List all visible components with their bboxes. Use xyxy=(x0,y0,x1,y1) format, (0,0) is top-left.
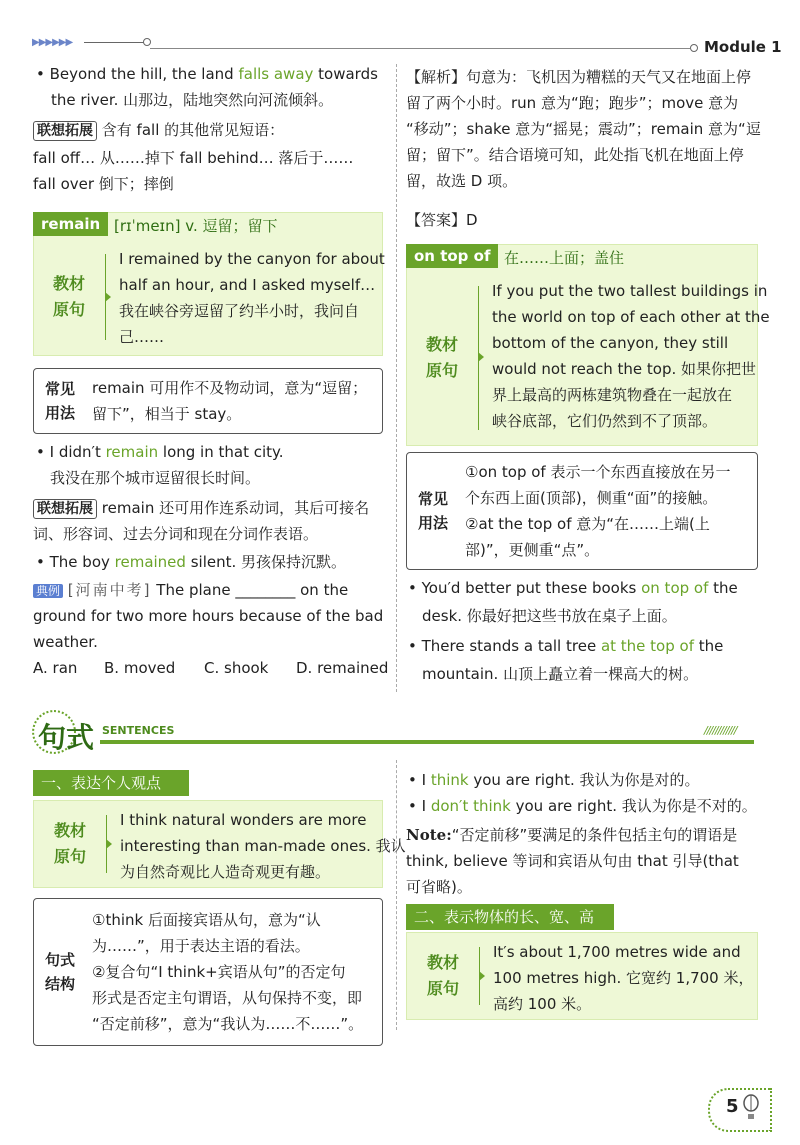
dianli-line2: ground for two more hours because of the bad xyxy=(33,607,384,625)
module-label: Module 1 xyxy=(704,38,782,56)
ontop-sentence-panel: 教材 原句 If you put the two tallest buildings in the world on top of each other at the bottom of the canyon, they still would not reach the top. 如果你把世 界上最高的两栋建筑物叠在一起放在 峡谷底部，它们仍然到不了顶部。 xyxy=(406,272,756,444)
header-line-left xyxy=(84,42,144,43)
remain-sentence-panel xyxy=(33,240,385,354)
common-usage-label: 常见 用法 xyxy=(44,380,75,422)
balloon-icon xyxy=(742,1094,760,1124)
fall-phrases-1: fall off… 从……掉下 fall behind… 落后于…… xyxy=(33,149,354,167)
sentences-rule xyxy=(100,740,754,744)
fall-ext-line: 联想拓展 含有 fall 的其他常见短语： xyxy=(33,120,284,141)
header-dot-right xyxy=(690,44,698,52)
option-d: D. remained xyxy=(296,659,389,677)
column-divider xyxy=(396,64,398,692)
section2-panel: 教材 原句 It′s about 1,700 metres wide and 100 metres high. 它宽约 1,700 米， 高约 100 米。 xyxy=(406,932,758,1020)
answer: 【答案】D xyxy=(406,211,478,229)
remain-example3: • The boy remained silent. 男孩保持沉默。 xyxy=(36,553,347,571)
option-c: C. shook xyxy=(204,659,269,677)
remain-ext-line: 联想拓展 remain 还可用作连系动词，其后可接名 xyxy=(33,498,369,519)
ontop-sentence: If you put the two tallest buildings in the world on top of each other at the bottom of the canyon, they still would not reach the top. 如果你把世 界上最高的两栋建筑物叠在一起放在 峡谷底部，它们仍然到不了顶部。 xyxy=(492,282,770,430)
ontop-example1b: desk. 你最好把这些书放在桌子上面。 xyxy=(422,607,677,625)
page-number: 5 xyxy=(726,1096,739,1117)
header-dot xyxy=(143,38,151,46)
structure-box: 句式 结构 ①think 后面接宾语从句，意为“认 为……”，用于表达主语的看法。 ②复合句“I think+宾语从句”的否定句 形式是否定主句谓语，从句保持不变，即 “否定前移”，意为“我认为……不……”。 xyxy=(33,898,383,1046)
section1-sentence: I think natural wonders are more interesting than man-made ones. 我认 为自然奇观比人造奇观更有趣。 xyxy=(120,811,406,881)
analysis: 【解析】句意为：飞机因为糟糕的天气又在地面上停 留了两个小时。run 意为“跑；跑步”；move 意为 “移动”；shake 意为“摇晃；震动”；remain 意为“逗 留；留下”。结合语境可知，此处指飞机在地面上停 留，故选 D 项。 xyxy=(406,68,761,190)
sentences-title: 句式 xyxy=(38,721,95,754)
option-b: B. moved xyxy=(104,659,176,677)
remain-usage-box: 常见 用法 remain 可用作不及物动词，意为“逗留； 留下”，相当于 stay。 xyxy=(33,368,383,434)
remain-example2: • I didn′t remain long in that city. xyxy=(36,443,284,461)
remain-definition: [rɪˈmeɪn] v. 逗留；留下 xyxy=(114,217,278,235)
section1-title: 一、表达个人观点 xyxy=(33,770,189,796)
ontop-definition: 在……上面；盖住 xyxy=(504,249,625,267)
fall-phrases-2: fall over 倒下；摔倒 xyxy=(33,175,174,193)
header-arrows: ▶▶▶▶▶▶ xyxy=(32,37,73,48)
page-tab xyxy=(708,1088,772,1132)
ontop-usage-box: 常见 用法 ①on top of 表示一个东西直接放在另一 个东西上面(顶部)，侧重“面”的接触。 ②at the top of 意为“在……上端(上 部)”，更侧重“点”。 xyxy=(406,452,758,570)
ontop-example1: • You′d better put these books on top of the xyxy=(408,579,738,597)
section2-sentence: It′s about 1,700 metres wide and 100 metres high. 它宽约 1,700 米， 高约 100 米。 xyxy=(493,943,754,1013)
remain-example2-cn: 我没在那个城市逗留很长时间。 xyxy=(50,469,261,487)
association-tag: 联想拓展 xyxy=(33,121,97,141)
dianli-line3: weather. xyxy=(33,633,98,651)
remain-sentence: I remained by the canyon for about half an hour, and I asked myself… 我在峡谷旁逗留了约半小时，我问自 己…… xyxy=(119,250,385,346)
section1-panel: 教材 原句 I think natural wonders are more interesting than man-made ones. 我认 为自然奇观比人造奇观更有趣。 xyxy=(33,800,383,888)
sentences-title-en: SENTENCES xyxy=(102,724,175,737)
structure-label: 句式 结构 xyxy=(44,951,75,993)
remain-word-tag: remain xyxy=(33,212,108,236)
dianli-line1: 典例 [河南中考] The plane ________ on the xyxy=(33,580,348,601)
think-example1: • I think you are right. 我认为你是对的。 xyxy=(408,771,700,789)
header-line xyxy=(150,48,690,49)
textbook-original-label: 教材 原句 xyxy=(52,274,85,319)
sentences-divider xyxy=(396,760,398,1030)
fall-example-line1: • Beyond the hill, the land falls away towards xyxy=(36,65,378,83)
dianli-tag: 典例 xyxy=(33,584,63,598)
think-example2: • I don′t think you are right. 我认为你是不对的。 xyxy=(408,797,757,815)
ontop-word-tag: on top of xyxy=(406,244,498,268)
remain-ext-line2: 词、形容词、过去分词和现在分词作表语。 xyxy=(33,525,319,543)
ontop-example2: • There stands a tall tree at the top of the xyxy=(408,637,724,655)
option-a: A. ran xyxy=(33,659,78,677)
note: Note:“否定前移”要满足的条件包括主句的谓语是 think, believe 等词和宾语从句由 that 引导(that 可省略)。 xyxy=(406,826,739,896)
ontop-example2b: mountain. 山顶上矗立着一棵高大的树。 xyxy=(422,665,699,683)
fall-example-line2: the river. 山那边，陆地突然向河流倾斜。 xyxy=(51,91,334,109)
sentences-hatch: //////////// xyxy=(704,724,737,737)
section2-title: 二、表示物体的长、宽、高 xyxy=(406,904,614,930)
